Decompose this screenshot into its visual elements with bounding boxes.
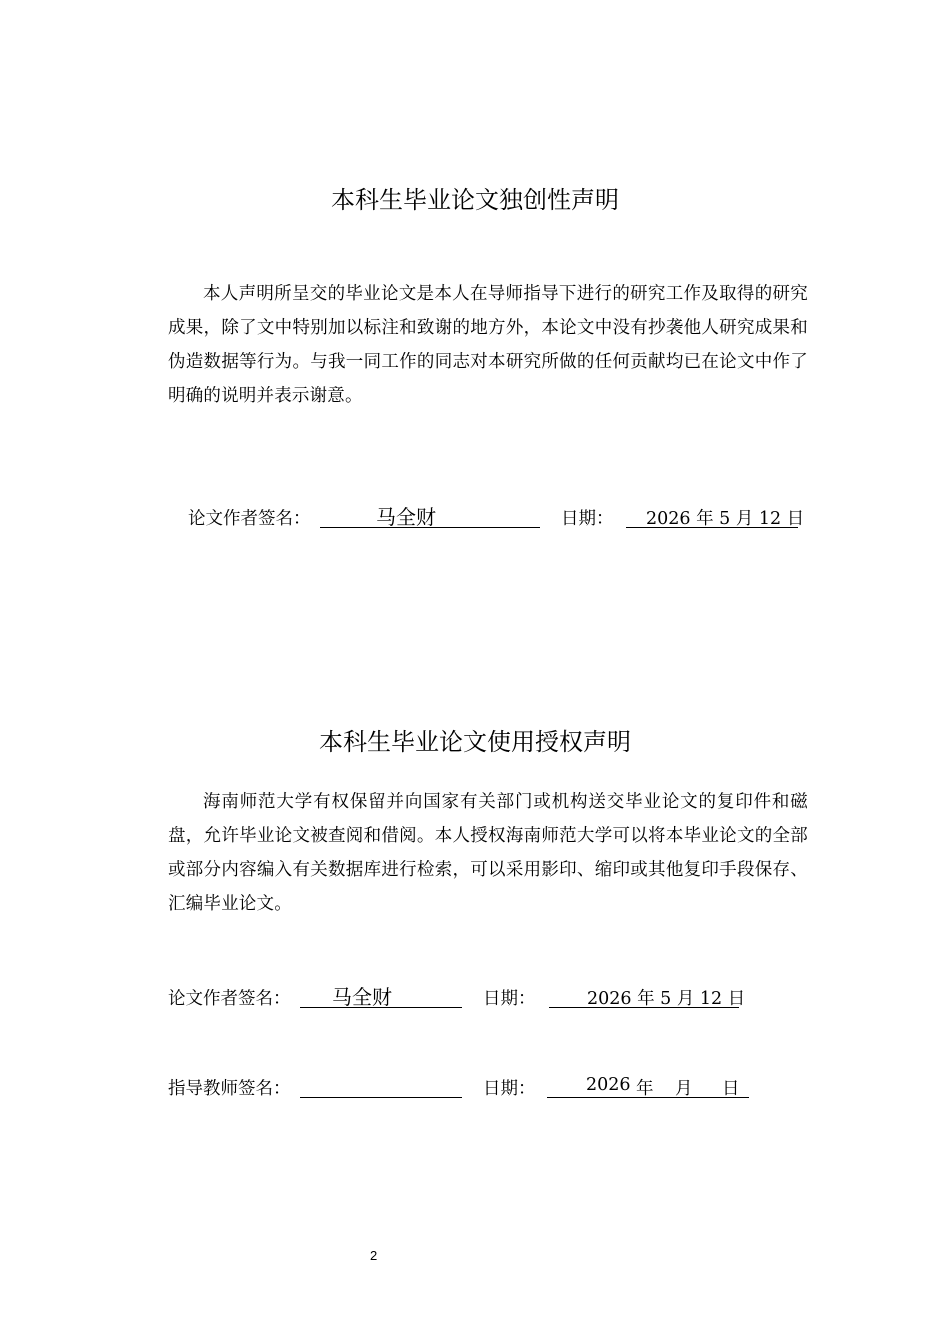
authorization-author-date-label: 日期： [483, 989, 536, 1009]
advisor-signature-field [300, 1073, 462, 1098]
advisor-date-day-unit: 日 [722, 1079, 740, 1099]
advisor-date-month-unit: 月 [675, 1079, 693, 1099]
authorization-author-signature: 马全财 [332, 985, 392, 1009]
originality-author-label: 论文作者签名： [188, 509, 311, 529]
advisor-date-year-unit: 年 [636, 1079, 654, 1099]
originality-date-value: 2026 年 5 月 12 日 [646, 509, 805, 529]
authorization-author-date-value: 2026 年 5 月 12 日 [587, 989, 746, 1009]
originality-author-signature: 马全财 [376, 505, 436, 529]
authorization-body: 海南师范大学有权保留并向国家有关部门或机构送交毕业论文的复印件和磁盘，允许毕业论文被查阅和借阅。本人授权海南师范大学可以将本毕业论文的全部或部分内容编入有关数据库进行检索，可以采用影印、缩印或其他复印手段保存、汇编毕业论文。 [168, 792, 808, 914]
originality-body: 本人声明所呈交的毕业论文是本人在导师指导下进行的研究工作及取得的研究成果，除了文中特别加以标注和致谢的地方外，本论文中没有抄袭他人研究成果和伪造数据等行为。与我一同工作的同志对本研究所做的任何贡献均已在论文中作了明确的说明并表示谢意。 [168, 284, 808, 406]
originality-date-label: 日期： [561, 509, 614, 529]
authorization-title: 本科生毕业论文使用授权声明 [319, 728, 631, 756]
advisor-date-year: 2026 [586, 1075, 631, 1095]
originality-title: 本科生毕业论文独创性声明 [331, 186, 619, 214]
advisor-label: 指导教师签名： [168, 1079, 291, 1099]
authorization-author-label: 论文作者签名： [168, 989, 291, 1009]
advisor-date-label: 日期： [483, 1079, 536, 1099]
page-number: 2 [370, 1248, 378, 1263]
